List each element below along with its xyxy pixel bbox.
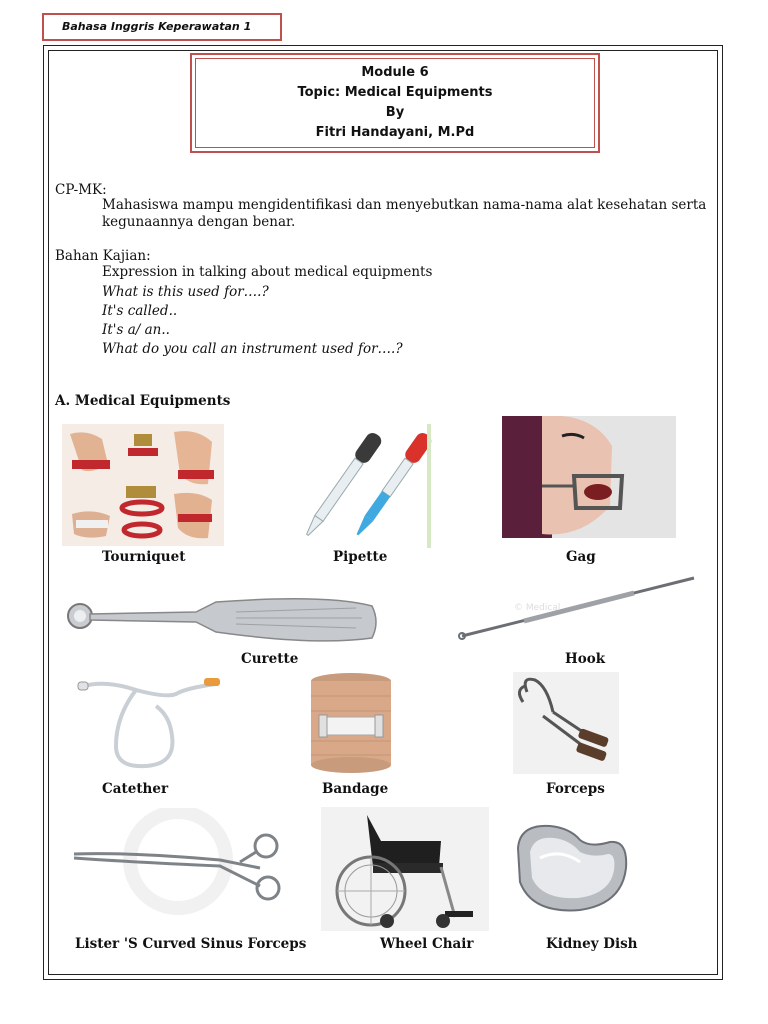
sinus-forceps-image: [70, 808, 284, 918]
caption-curette: Curette: [241, 651, 299, 667]
caption-kidney-dish: Kidney Dish: [546, 936, 638, 952]
hook-image: [454, 572, 700, 642]
bahan-label: Bahan Kajian:: [55, 248, 151, 264]
caption-forceps: Forceps: [546, 781, 605, 797]
svg-text:© Medical: © Medical: [514, 603, 561, 613]
wheelchair-image: [321, 807, 489, 931]
pipette-image: [283, 424, 443, 548]
caption-hook: Hook: [565, 651, 606, 667]
bahan-intro: Expression in talking about medical equipments: [102, 264, 433, 280]
expression-1: What is this used for….?: [102, 284, 269, 300]
module-title: Module 6: [361, 65, 429, 80]
cpmk-label: CP-MK:: [55, 182, 107, 198]
author-name: Fitri Handayani, M.Pd: [315, 125, 475, 140]
caption-catheter: Catether: [102, 781, 169, 797]
caption-sinus-forceps: Lister 'S Curved Sinus Forceps: [75, 936, 307, 952]
catheter-image: [76, 676, 228, 772]
caption-wheelchair: Wheel Chair: [380, 936, 474, 952]
tourniquet-image: [62, 424, 224, 546]
expression-2: It's called..: [102, 303, 178, 319]
header-label: Bahasa Inggris Keperawatan 1: [42, 13, 282, 41]
title-box: [195, 58, 595, 148]
expression-3: It's a/ an..: [102, 322, 170, 338]
cpmk-line-1: Mahasiswa mampu mengidentifikasi dan menyebutkan nama-nama alat kesehatan serta: [102, 197, 707, 213]
kidney-dish-image: [510, 818, 630, 916]
gag-image: [502, 416, 676, 538]
section-heading: A. Medical Equipments: [55, 393, 231, 409]
caption-gag: Gag: [566, 549, 596, 565]
by-line: By: [385, 105, 405, 120]
topic-title: Topic: Medical Equipments: [297, 85, 493, 100]
curette-image: [66, 588, 380, 648]
caption-pipette: Pipette: [333, 549, 388, 565]
bandage-image: [309, 671, 393, 773]
forceps-image: [513, 672, 619, 774]
expression-4: What do you call an instrument used for….?: [102, 341, 403, 357]
cpmk-line-2: kegunaannya dengan benar.: [102, 214, 296, 230]
caption-bandage: Bandage: [322, 781, 389, 797]
caption-tourniquet: Tourniquet: [102, 549, 186, 565]
